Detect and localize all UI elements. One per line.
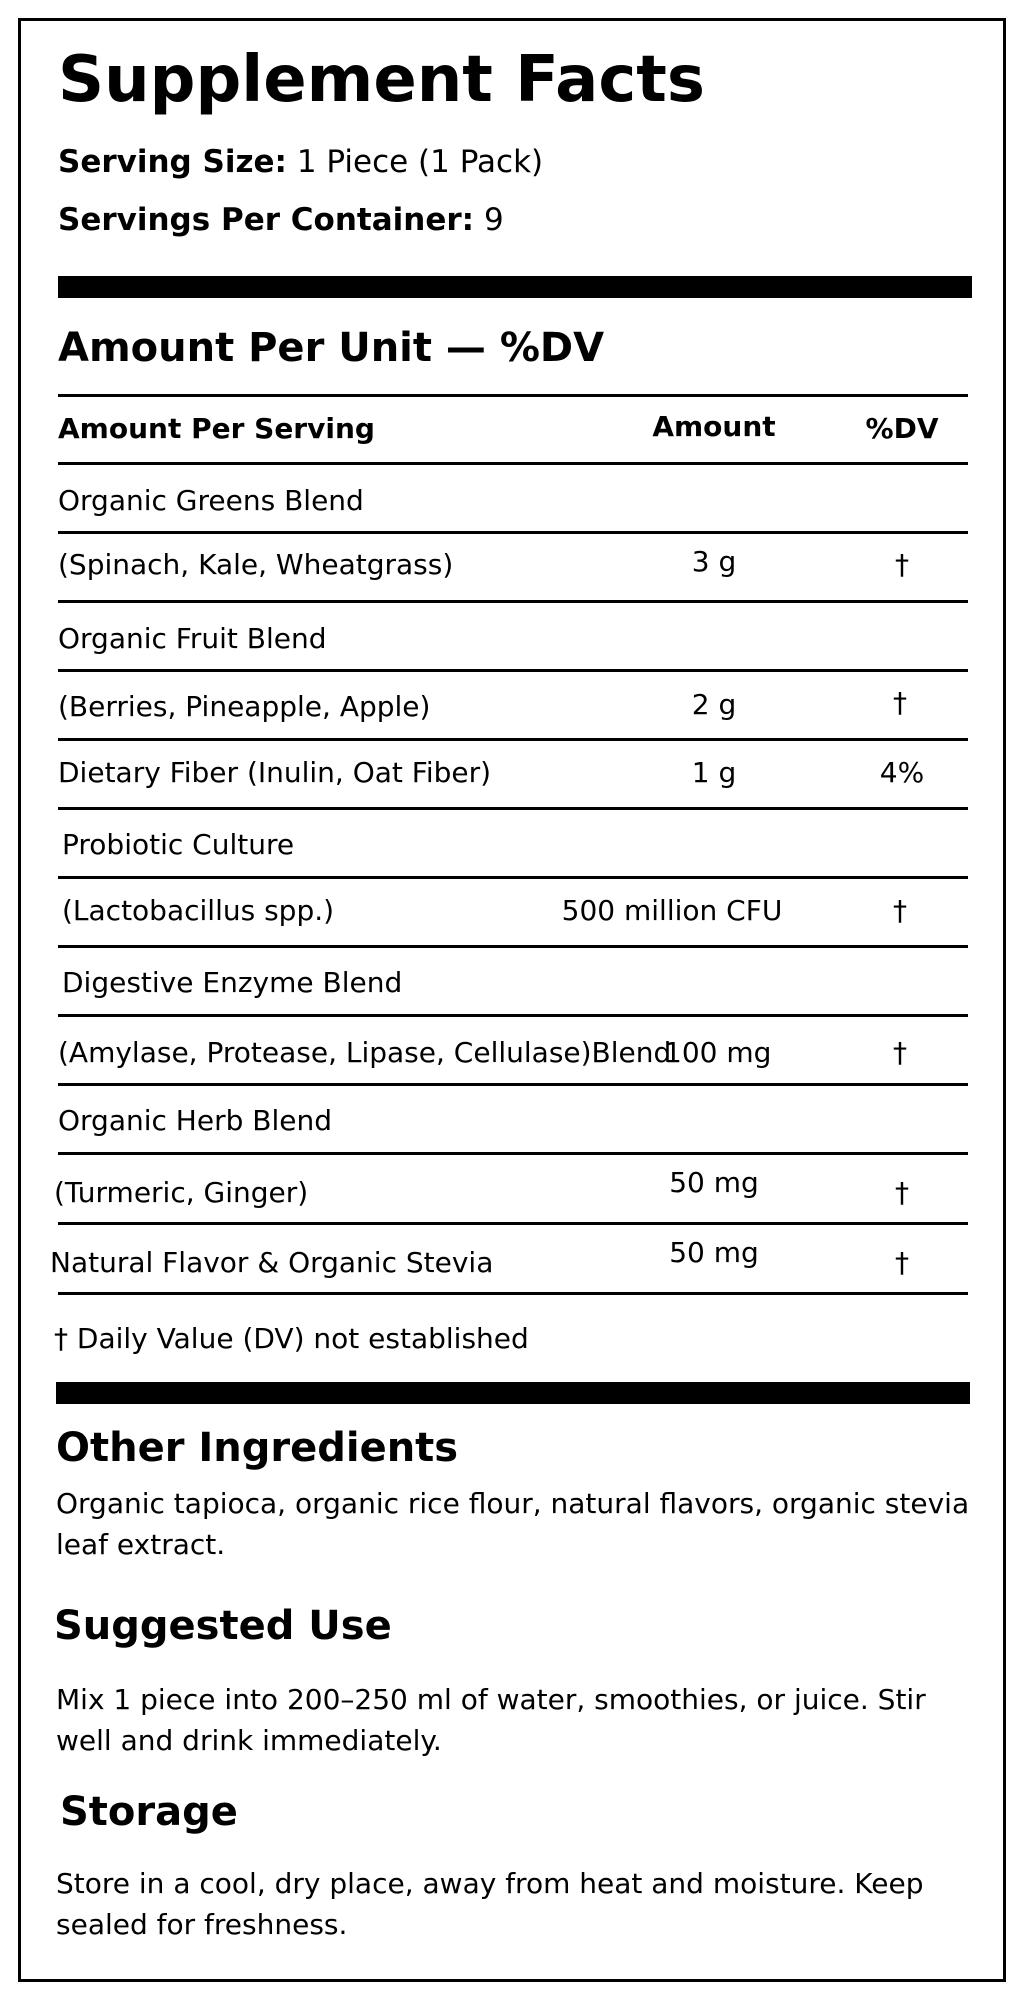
row-dv: † — [893, 894, 907, 927]
row-rule — [58, 1083, 968, 1086]
row-name: Dietary Fiber (Inulin, Oat Fiber) — [58, 756, 492, 789]
serving-size-value: 1 Piece (1 Pack) — [296, 144, 544, 180]
amount-heading: Amount Per Unit — %DV — [58, 325, 605, 371]
row-name: (Amylase, Protease, Lipase, Cellulase)Blend — [58, 1036, 672, 1069]
row-dv: † — [893, 686, 907, 719]
row-rule — [58, 531, 968, 534]
row-dv: † — [893, 1036, 907, 1069]
thick-divider-bottom — [56, 1382, 970, 1404]
row-amount: 3 g — [691, 545, 737, 578]
row-amount: 100 mg — [664, 1036, 772, 1069]
servings-label: Servings Per Container: — [58, 202, 475, 238]
serving-size-label: Serving Size: — [58, 144, 287, 180]
row-amount: 1 g — [691, 756, 737, 789]
row-name: Organic Herb Blend — [58, 1104, 333, 1137]
table-top-rule — [58, 394, 968, 397]
row-rule — [58, 1152, 968, 1155]
header-rule — [58, 462, 968, 465]
col-header-amount: Amount — [652, 410, 776, 443]
serving-size — [58, 144, 543, 181]
row-name: Probiotic Culture — [62, 828, 295, 861]
row-name: Digestive Enzyme Blend — [62, 966, 403, 999]
suggested-use-text: Mix 1 piece into 200–250 ml of water, smoothies, or juice. Stir well and drink immediately. — [56, 1683, 926, 1757]
row-rule — [58, 1222, 968, 1225]
row-name: (Lactobacillus spp.) — [62, 894, 335, 927]
row-dv: † — [895, 1246, 909, 1279]
row-rule — [58, 669, 968, 672]
row-rule — [58, 1014, 968, 1017]
row-rule — [58, 600, 968, 603]
row-dv: † — [895, 1176, 909, 1209]
dv-footnote: † Daily Value (DV) not established — [54, 1322, 529, 1355]
col-header-name: Amount Per Serving — [58, 412, 375, 445]
suggested-use-heading: Suggested Use — [54, 1603, 392, 1649]
row-amount: 500 million CFU — [561, 894, 783, 927]
row-rule — [58, 876, 968, 879]
servings-per-container — [58, 202, 504, 239]
servings-value: 9 — [483, 202, 504, 238]
row-dv: † — [895, 548, 909, 581]
row-amount: 50 mg — [669, 1236, 759, 1269]
row-dv: 4% — [879, 756, 925, 789]
row-name: (Turmeric, Ginger) — [54, 1176, 309, 1209]
thick-divider-top — [58, 276, 972, 298]
row-name: (Spinach, Kale, Wheatgrass) — [58, 548, 454, 581]
row-name: Organic Greens Blend — [58, 484, 364, 517]
row-rule — [58, 807, 968, 810]
storage-text: Store in a cool, dry place, away from heat and moisture. Keep sealed for freshness. — [56, 1867, 924, 1941]
row-rule — [58, 945, 968, 948]
col-header-dv: %DV — [865, 412, 939, 445]
label-title: Supplement Facts — [58, 43, 705, 117]
row-name: (Berries, Pineapple, Apple) — [58, 690, 431, 723]
other-ingredients-text: Organic tapioca, organic rice flour, natural flavors, organic stevia leaf extract. — [56, 1487, 970, 1561]
row-amount: 2 g — [691, 688, 737, 721]
row-name: Organic Fruit Blend — [58, 622, 327, 655]
storage-heading: Storage — [60, 1789, 238, 1835]
row-name: Natural Flavor & Organic Stevia — [50, 1246, 494, 1279]
row-rule — [58, 738, 968, 741]
other-ingredients-heading: Other Ingredients — [56, 1425, 459, 1471]
row-amount: 50 mg — [669, 1166, 759, 1199]
row-rule — [58, 1292, 968, 1295]
